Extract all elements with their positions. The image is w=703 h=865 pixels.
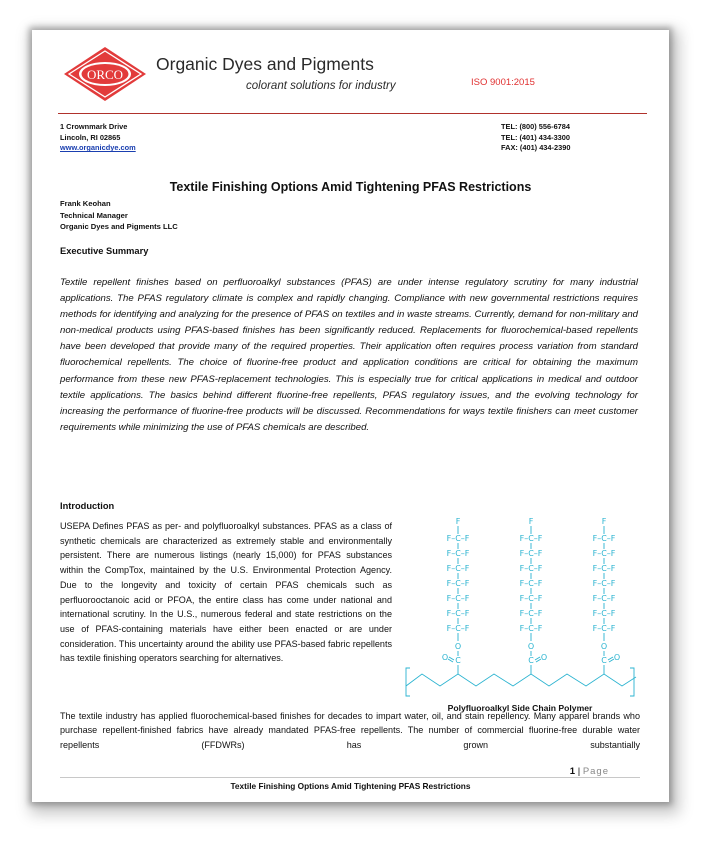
- svg-text:F–C–F: F–C–F: [446, 624, 470, 633]
- svg-text:F–C–F: F–C–F: [446, 564, 470, 573]
- svg-text:F: F: [455, 517, 461, 526]
- website-link[interactable]: www.organicdye.com: [60, 143, 136, 153]
- svg-text:F–C–F: F–C–F: [519, 624, 543, 633]
- executive-summary-body: Textile repellent finishes based on perfluoroalkyl substances (PFAS) are under intense regulatory scrutiny for many industrial applications. The PFAS regulatory climate is complex and rapidly changing. Compliance with new governmental restrictions requires methods for identifying and analyzing for the presence of PFAS on textiles and in waste streams. Currently, demand for non-military and non-medical products using PFAS-based finishes has been significantly reduced. Replacements for fluorochemical-based repellents have been developed that provide many of the required properties. Their application often requires process variation from standard fluorochemical repellents. The choice of fluorine-free product and application conditions are critical for obtaining the maximum performance from these new PFAS-replacement technologies. This is especially true for critical applications in medical and outdoor textile applications. The basics behind different fluorine-free repellents, PFAS regulatory issues, and the evolving technology for increasing the performance of fluorine-free products will be discussed. Recommendations for ways textile finishers can meet customer requirements while minimizing the use of PFAS chemicals are described.: [60, 277, 638, 433]
- svg-text:F–C–F: F–C–F: [592, 624, 616, 633]
- svg-text:F–C–F: F–C–F: [519, 609, 543, 618]
- page-separator: |: [577, 766, 581, 777]
- svg-text:F–C–F: F–C–F: [446, 609, 470, 618]
- company-name: Organic Dyes and Pigments: [156, 54, 374, 74]
- svg-text:F–C–F: F–C–F: [592, 609, 616, 618]
- company-tagline: colorant solutions for industry: [246, 80, 396, 92]
- svg-text:F–C–F: F–C–F: [592, 534, 616, 543]
- footer-title: Textile Finishing Options Amid Tightening PFAS Restrictions: [230, 781, 471, 791]
- author-name: Frank Keohan: [60, 199, 111, 208]
- svg-text:F–C–F: F–C–F: [446, 549, 470, 558]
- svg-text:O: O: [454, 642, 462, 651]
- author-role: Technical Manager: [60, 210, 128, 220]
- svg-text:F–C–F: F–C–F: [592, 594, 616, 603]
- document-title: Textile Finishing Options Amid Tightening PFAS Restrictions: [169, 180, 532, 194]
- contact-fax: FAX: (401) 434-2390: [501, 143, 571, 153]
- svg-text:F–C–F: F–C–F: [519, 579, 543, 588]
- footer-rule: [60, 777, 640, 778]
- address-street: 1 Crownmark Drive: [60, 122, 128, 131]
- address-city: Lincoln, RI 02865: [60, 132, 121, 142]
- svg-text:C: C: [601, 656, 607, 665]
- polymer-structure-diagram: [400, 514, 640, 704]
- svg-text:F–C–F: F–C–F: [519, 594, 543, 603]
- page-number-value: 1: [569, 766, 576, 777]
- executive-summary-heading: Executive Summary: [60, 246, 149, 256]
- address-block: [60, 122, 136, 154]
- contact-tel-1: TEL: (800) 556-6784: [501, 122, 571, 131]
- side-chain-2: [520, 517, 548, 665]
- side-chain-1: [442, 517, 470, 665]
- svg-text:F–C–F: F–C–F: [446, 594, 470, 603]
- svg-text:F–C–F: F–C–F: [519, 564, 543, 573]
- iso-certification: ISO 9001:2015: [471, 77, 535, 88]
- svg-text:F: F: [601, 517, 607, 526]
- author-org: Organic Dyes and Pigments LLC: [60, 222, 178, 232]
- introduction-heading: Introduction: [60, 501, 115, 511]
- svg-text:F–C–F: F–C–F: [592, 564, 616, 573]
- logo-text: ORCO: [86, 67, 124, 82]
- side-chain-3: [593, 517, 621, 665]
- svg-text:F–C–F: F–C–F: [592, 549, 616, 558]
- contact-tel-2: TEL: (401) 434-3300: [501, 132, 571, 142]
- textile-industry-paragraph: The textile industry has applied fluorochemical-based finishes for decades to impart water, oil, and stain repellency. Many apparel brands who purchase repellent-finished fabrics have already mandated PFAS-free repellents. The number of commercial fluorine-free durable water repellents (FFDWRs) has grown substantially: [60, 711, 640, 750]
- svg-text:F–C–F: F–C–F: [446, 579, 470, 588]
- svg-text:C: C: [455, 656, 461, 665]
- svg-text:O: O: [613, 653, 621, 662]
- svg-text:F–C–F: F–C–F: [446, 534, 470, 543]
- page-label: Page: [582, 766, 609, 777]
- document-page: [32, 30, 669, 802]
- contact-block: [501, 122, 570, 154]
- svg-text:C: C: [528, 656, 534, 665]
- svg-text:F–C–F: F–C–F: [519, 549, 543, 558]
- svg-text:O: O: [441, 653, 449, 662]
- svg-text:O: O: [600, 642, 608, 651]
- introduction-body: USEPA Defines PFAS as per- and polyfluoroalkyl substances. PFAS as a class of synthetic chemicals are characterized as extremely stable and environmentally persistent. There are numerous listings (nearly 15,000) for PFAS substances within the CompTox, maintained by the U.S. Environmental Protection Agency. Due to the longevity and toxicity of certain PFAS chemicals such as perfluorooctanoic acid or PFOA, the entire class has come under national and international scrutiny. In the U.S., numerous federal and state restrictions on the use of PFAS-containing materials have either been enacted or are under consideration. This uncertainty around the ability use PFAS-based fabric repellents has textile finishing operators searching for alternatives.: [60, 521, 392, 664]
- author-block: [60, 198, 178, 233]
- orco-logo: [62, 45, 148, 103]
- figure-caption: Polyfluoroalkyl Side Chain Polymer: [447, 703, 593, 713]
- svg-text:O: O: [540, 653, 548, 662]
- svg-text:F–C–F: F–C–F: [592, 579, 616, 588]
- svg-text:O: O: [527, 642, 535, 651]
- svg-text:F: F: [528, 517, 534, 526]
- svg-text:F–C–F: F–C–F: [519, 534, 543, 543]
- header-rule: [58, 113, 647, 114]
- page-number: [570, 766, 609, 777]
